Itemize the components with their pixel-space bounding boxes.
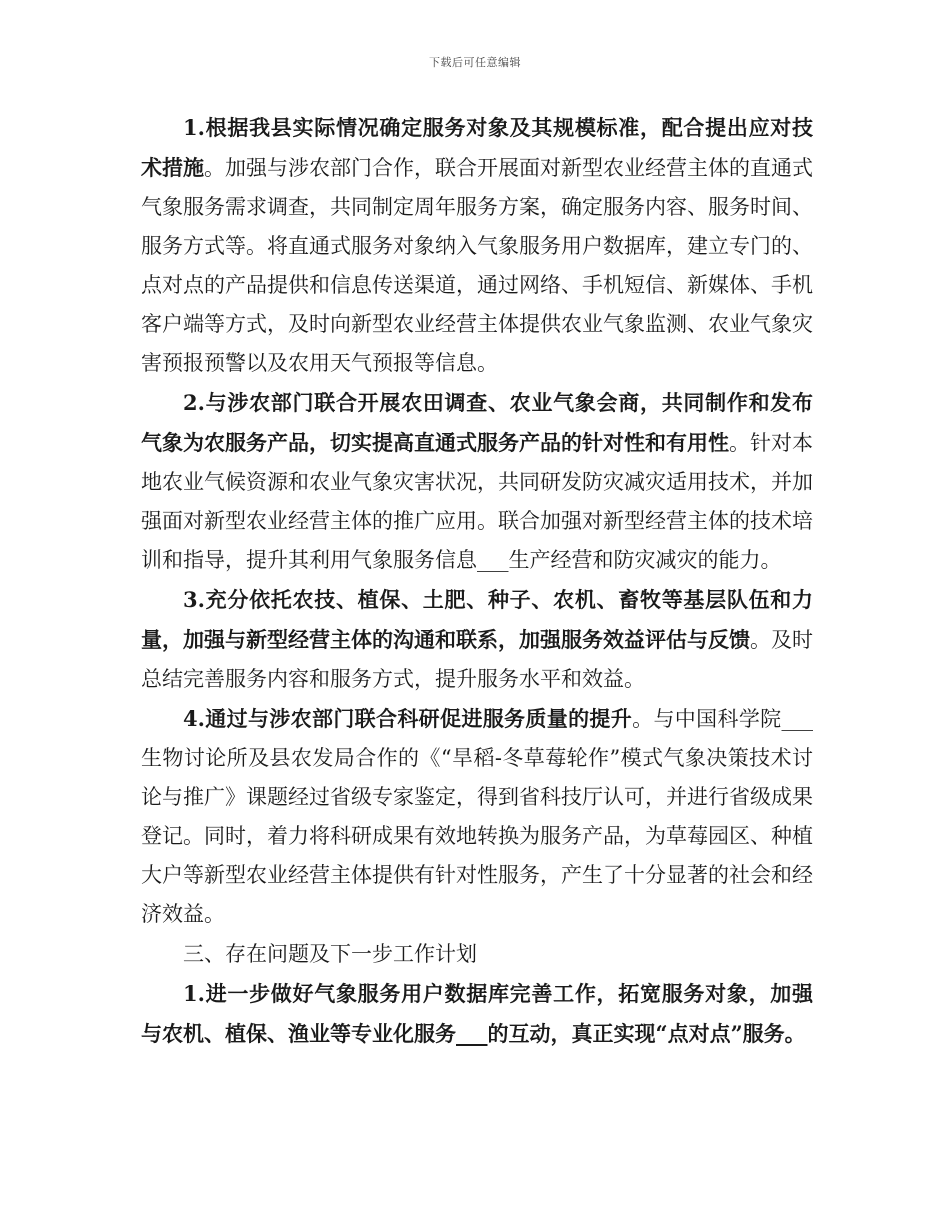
paragraph-6 bbox=[141, 974, 813, 1054]
paragraph-2-text: 。针对本地农业气候资源和农业气象灾害状况，共同研发防灾减灾适用技术，并加强面对新型农业经营主体的推广应用。联合加强对新型经营主体的技术培训和指导，提升其利用气象服务信息___生产经营和防灾减灾的能力。 bbox=[141, 431, 813, 572]
paragraph-1 bbox=[141, 108, 813, 383]
paragraph-3-heading: 3.充分依托农技、植保、土肥、种子、农机、畜牧等基层队伍和力量，加强与新型经营主体的沟通和联系，加强服务效益评估与反馈 bbox=[141, 587, 813, 652]
section-heading-text: 三、存在问题及下一步工作计划 bbox=[183, 942, 477, 966]
paragraph-2 bbox=[141, 383, 813, 580]
paragraph-1-text: 。加强与涉农部门合作，联合开展面对新型农业经营主体的直通式气象服务需求调查，共同制定周年服务方案，确定服务内容、服务时间、服务方式等。将直通式服务对象纳入气象服务用户数据库，建立专门的、点对点的产品提供和信息传送渠道，通过网络、手机短信、新媒体、手机客户端等方式，及时向新型农业经营主体提供农业气象监测、农业气象灾害预报预警以及农用天气预报等信息。 bbox=[141, 156, 813, 375]
paragraph-4 bbox=[141, 699, 813, 934]
paragraph-3 bbox=[141, 580, 813, 699]
page-header: 下载后可任意编辑 bbox=[429, 56, 521, 69]
section-heading bbox=[141, 934, 813, 974]
paragraph-4-heading: 4.通过与涉农部门联合科研促进服务质量的提升 bbox=[183, 706, 633, 731]
paragraph-4-text: 。与中国科学院___生物讨论所及县农发局合作的《“旱稻-冬草莓轮作”模式气象决策技术讨论与推广》课题经过省级专家鉴定，得到省科技厅认可，并进行省级成果登记。同时，着力将科研成果有效地转换为服务产品，为草莓园区、种植大户等新型农业经营主体提供有针对性服务，产生了十分显著的社会和经济效益。 bbox=[141, 707, 814, 926]
paragraph-1-heading: 1.根据我县实际情况确定服务对象及其规模标准，配合提出应对技术措施 bbox=[141, 115, 813, 180]
paragraph-3-text: 。及时总结完善服务内容和服务方式，提升服务水平和效益。 bbox=[141, 628, 813, 691]
paragraph-6-heading: 1.进一步做好气象服务用户数据库完善工作，拓宽服务对象，加强与农机、植保、渔业等专业化服务___的互动，真正实现“点对点”服务。 bbox=[141, 981, 813, 1046]
paragraph-2-heading: 2.与涉农部门联合开展农田调查、农业气象会商，共同制作和发布气象为农服务产品，切实提高直通式服务产品的针对性和有用性 bbox=[141, 390, 813, 455]
document-body bbox=[141, 108, 813, 1054]
